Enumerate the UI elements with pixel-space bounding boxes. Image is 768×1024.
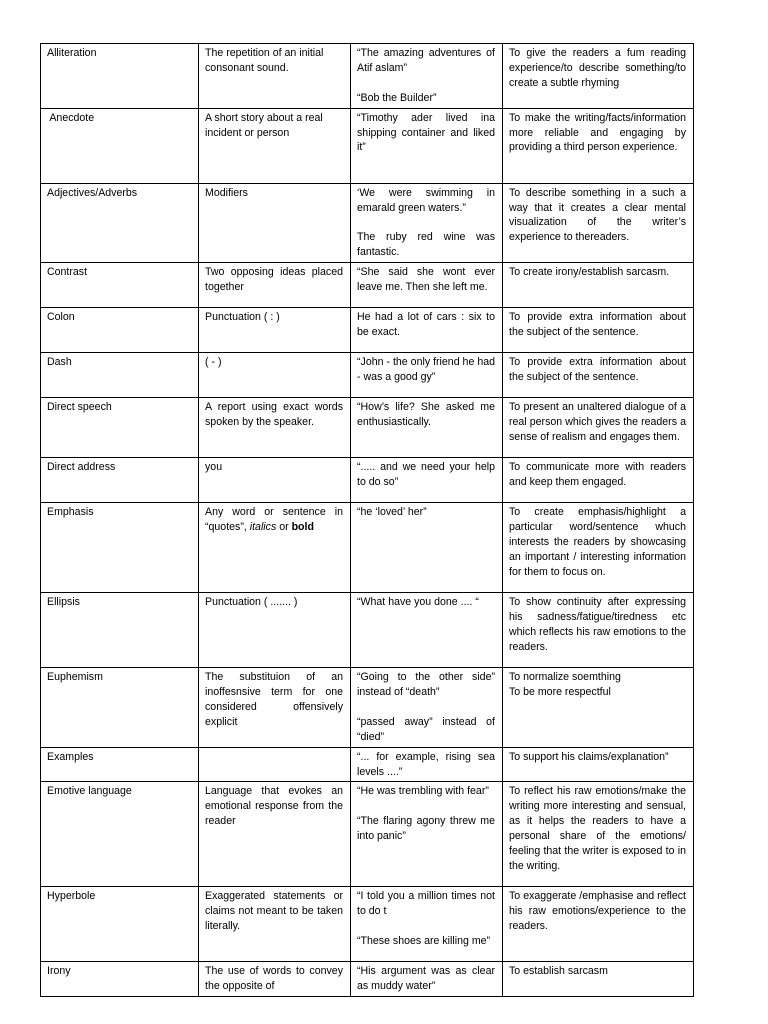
definition-cell	[199, 308, 351, 353]
term-cell	[41, 398, 199, 458]
table-row	[41, 458, 694, 503]
table-row	[41, 782, 694, 887]
example-text: “She said she wont ever leave me. Then she left me.	[357, 266, 495, 294]
example-cell	[351, 962, 503, 997]
effect-text: To describe something in a such a way that it creates a clear mental visualization of the writer’s experience to thereaders.	[509, 186, 686, 244]
definition-cell	[199, 593, 351, 668]
effect-cell	[503, 263, 694, 308]
effect-cell	[503, 308, 694, 353]
effect-cell	[503, 398, 694, 458]
effect-cell	[503, 887, 694, 962]
example-text: “What have you done .... “	[357, 596, 479, 609]
example-text: “he ‘loved’ her”	[357, 506, 427, 519]
example-cell	[351, 353, 503, 398]
definition-text: Modifiers	[205, 186, 248, 199]
definition-cell	[199, 108, 351, 183]
definition-cell	[199, 962, 351, 997]
term-text: Dash	[47, 356, 72, 369]
effect-cell	[503, 44, 694, 109]
effect-cell	[503, 183, 694, 263]
table-row	[41, 308, 694, 353]
effect-text: To establish sarcasm	[509, 965, 608, 978]
definition-cell	[199, 183, 351, 263]
definition-cell	[199, 668, 351, 748]
example-cell	[351, 458, 503, 503]
term-cell	[41, 183, 199, 263]
effect-text: To present an unaltered dialogue of a real person which gives the readers a sense of realism and engages them.	[509, 401, 686, 443]
effect-cell	[503, 747, 694, 782]
table-row	[41, 503, 694, 593]
definition-text: Punctuation ( ....... )	[205, 596, 298, 609]
effect-text: To create emphasis/highlight a particular word/sentence whuch interests the readers by showcasing an important / interesting information for them to focus on.	[509, 506, 686, 578]
effect-text: To be more respectful	[509, 686, 611, 699]
definition-text: Two opposing ideas placed together	[205, 266, 343, 294]
term-text: Irony	[47, 965, 71, 978]
definition-cell	[199, 747, 351, 782]
effect-text: To create irony/establish sarcasm.	[509, 266, 670, 279]
effect-text: To communicate more with readers and keep them engaged.	[509, 461, 686, 489]
example-text: “John - the only friend he had - was a good gy”	[357, 356, 495, 384]
example-text: “He was trembling with fear”	[357, 785, 489, 798]
term-text: Emotive language	[47, 785, 132, 798]
table-row	[41, 353, 694, 398]
example-cell	[351, 44, 503, 109]
effect-cell	[503, 962, 694, 997]
term-cell	[41, 503, 199, 593]
example-text: “Bob the Builder”	[357, 91, 437, 104]
table-row	[41, 398, 694, 458]
definition-cell	[199, 353, 351, 398]
effect-cell	[503, 108, 694, 183]
term-text: Direct address	[47, 461, 116, 474]
example-text: He had a lot of cars : six to be exact.	[357, 311, 495, 339]
example-text: “The flaring agony threw me into panic”	[357, 815, 495, 843]
example-text: The ruby red wine was fantastic.	[357, 231, 495, 259]
term-text: Hyperbole	[47, 890, 96, 903]
effect-cell	[503, 668, 694, 748]
definition-text: Exaggerated statements or claims not meant to be taken literally.	[205, 890, 343, 933]
example-text: “These shoes are killing me”	[357, 935, 491, 948]
example-cell	[351, 593, 503, 668]
definition-cell	[199, 398, 351, 458]
effect-text: To show continuity after expressing his sadness/fatigue/tiredness etc which reflects his raw emotions to the readers.	[509, 596, 686, 653]
term-text: Adjectives/Adverbs	[47, 186, 138, 199]
definition-text: ( - )	[205, 356, 222, 369]
example-cell	[351, 503, 503, 593]
effect-cell	[503, 503, 694, 593]
effect-text: To provide extra information about the subject of the sentence.	[509, 311, 686, 339]
term-cell	[41, 353, 199, 398]
example-text: “His argument was as clear as muddy water”	[357, 965, 495, 993]
effect-cell	[503, 593, 694, 668]
definition-text: Language that evokes an emotional response from the reader	[205, 785, 343, 828]
definition-text: The substituion of an inoffesnsive term for one considered offensively explicit	[205, 671, 343, 728]
example-text: “I told you a million times not to do t	[357, 890, 495, 918]
definition-text: A report using exact words spoken by the speaker.	[205, 401, 343, 429]
table-row	[41, 44, 694, 109]
term-text: Colon	[47, 311, 75, 324]
table-row	[41, 108, 694, 183]
definition-cell	[199, 263, 351, 308]
example-cell	[351, 308, 503, 353]
definition-cell	[199, 44, 351, 109]
term-cell	[41, 887, 199, 962]
definition-cell	[199, 887, 351, 962]
example-text: ‘We were swimming in emarald green waters.”	[357, 186, 495, 214]
effect-cell	[503, 458, 694, 503]
table-row	[41, 668, 694, 748]
term-cell	[41, 668, 199, 748]
example-cell	[351, 108, 503, 183]
term-text: Emphasis	[47, 506, 94, 519]
effect-text: To support his claims/explanation”	[509, 750, 669, 763]
example-cell	[351, 668, 503, 748]
table-row	[41, 593, 694, 668]
term-cell	[41, 308, 199, 353]
term-text: Examples	[47, 750, 94, 763]
effect-text: To provide extra information about the subject of the sentence.	[509, 356, 686, 384]
table-row	[41, 183, 694, 263]
literary-devices-table	[40, 43, 694, 997]
table-row	[41, 887, 694, 962]
example-cell	[351, 747, 503, 782]
effect-text: To exaggerate /emphasise and reflect his raw emotions/experience to the readers.	[509, 890, 686, 933]
example-text: “..... and we need your help to do so”	[357, 461, 495, 489]
definition-cell	[199, 503, 351, 593]
term-cell	[41, 962, 199, 997]
term-text: Anecdote	[47, 111, 95, 124]
term-cell	[41, 782, 199, 887]
example-text: “How’s life? She asked me enthusiastically.	[357, 401, 495, 429]
effect-text: To normalize soemthing	[509, 671, 621, 684]
definition-text: The repetition of an initial consonant sound.	[205, 47, 324, 74]
example-text: “The amazing adventures of Atif aslam”	[357, 47, 495, 74]
term-text: Contrast	[47, 266, 88, 279]
term-cell	[41, 263, 199, 308]
effect-cell	[503, 353, 694, 398]
example-cell	[351, 782, 503, 887]
definition-cell	[199, 782, 351, 887]
definition-text: Punctuation ( : )	[205, 311, 280, 324]
definition-text: The use of words to convey the opposite of	[205, 965, 343, 993]
table-row	[41, 263, 694, 308]
example-text: “Going to the other side” instead of “death”	[357, 671, 495, 699]
table-row	[41, 962, 694, 997]
table-row	[41, 747, 694, 782]
term-cell	[41, 593, 199, 668]
example-cell	[351, 183, 503, 263]
example-cell	[351, 887, 503, 962]
literary-devices-sheet	[40, 43, 693, 993]
effect-cell	[503, 782, 694, 887]
effect-text: To reflect his raw emotions/make the writing more interesting and sensual, as it helps the readers to have a personal share of the emotions/ feeling that the writer is exposed to in the writing.	[509, 785, 686, 872]
term-text: Ellipsis	[47, 596, 80, 609]
term-cell	[41, 44, 199, 109]
example-text: “Timothy ader lived ina shipping container and liked it”	[357, 111, 495, 154]
term-text: Direct speech	[47, 401, 112, 414]
term-cell	[41, 108, 199, 183]
definition-text: A short story about a real incident or person	[205, 111, 323, 139]
definition-text: Any word or sentence in “quotes”, italics or bold	[205, 506, 343, 534]
example-text: “... for example, rising sea levels ....”	[357, 750, 495, 778]
term-text: Alliteration	[47, 47, 97, 59]
term-cell	[41, 458, 199, 503]
example-cell	[351, 263, 503, 308]
effect-text: To make the writing/facts/information more reliable and engaging by providing a third person experience.	[509, 111, 686, 154]
definition-cell	[199, 458, 351, 503]
term-cell	[41, 747, 199, 782]
term-text: Euphemism	[47, 671, 103, 684]
effect-text: To give the readers a fum reading experience/to describe something/to create a subtle rhyming	[509, 47, 686, 89]
example-text: “passed away” instead of “died”	[357, 715, 495, 743]
definition-text: you	[205, 461, 223, 474]
example-cell	[351, 398, 503, 458]
